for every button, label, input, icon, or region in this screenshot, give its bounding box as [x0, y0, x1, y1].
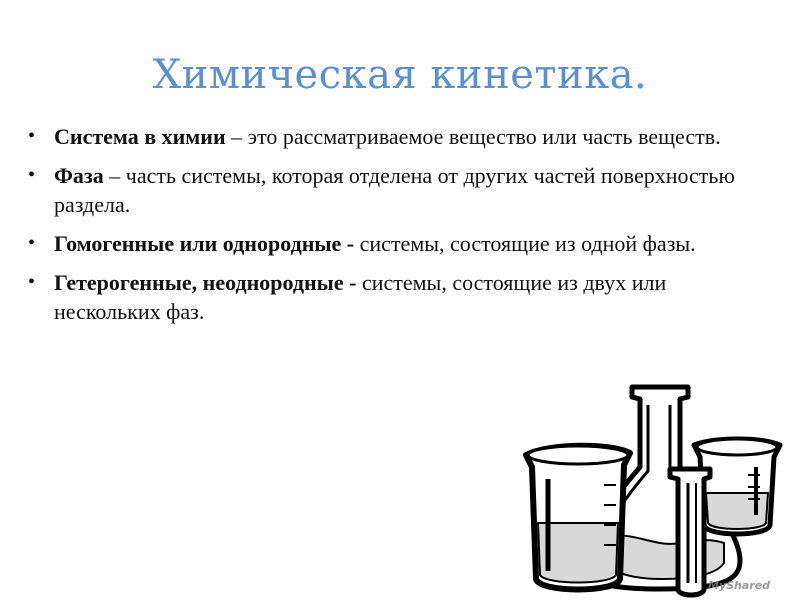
bullet-term: Система в химии [54, 124, 226, 149]
beaker-icon [526, 446, 630, 590]
bullet-list [28, 122, 768, 336]
bullet-term: Гетерогенные, неоднородные - [54, 270, 357, 295]
watermark-logo: MyShared [708, 579, 771, 592]
bullet-item [28, 122, 768, 151]
bullet-icon: • [28, 232, 36, 254]
bullet-item [28, 229, 768, 258]
bullet-icon: • [28, 164, 36, 186]
bullet-text: – это рассматриваемое вещество или часть веществ. [225, 124, 721, 149]
beaker-icon [694, 439, 780, 534]
bullet-icon: • [28, 271, 36, 293]
bullet-icon: • [28, 125, 36, 147]
test-tube-icon [670, 469, 710, 595]
bullet-text: системы, состоящие из одной фазы. [354, 231, 696, 256]
bullet-text: системы, состоящие из двух или нескольких фаз. [54, 270, 667, 324]
bullet-term: Гомогенные или однородные - [54, 231, 355, 256]
bullet-item [28, 161, 768, 219]
lab-glassware-icon [520, 375, 790, 600]
bullet-item [28, 268, 768, 326]
bullet-term: Фаза [54, 163, 104, 188]
slide-title: Химическая кинетика. [152, 52, 648, 98]
bullet-text: – часть системы, которая отделена от других частей поверхностью раздела. [54, 163, 735, 217]
